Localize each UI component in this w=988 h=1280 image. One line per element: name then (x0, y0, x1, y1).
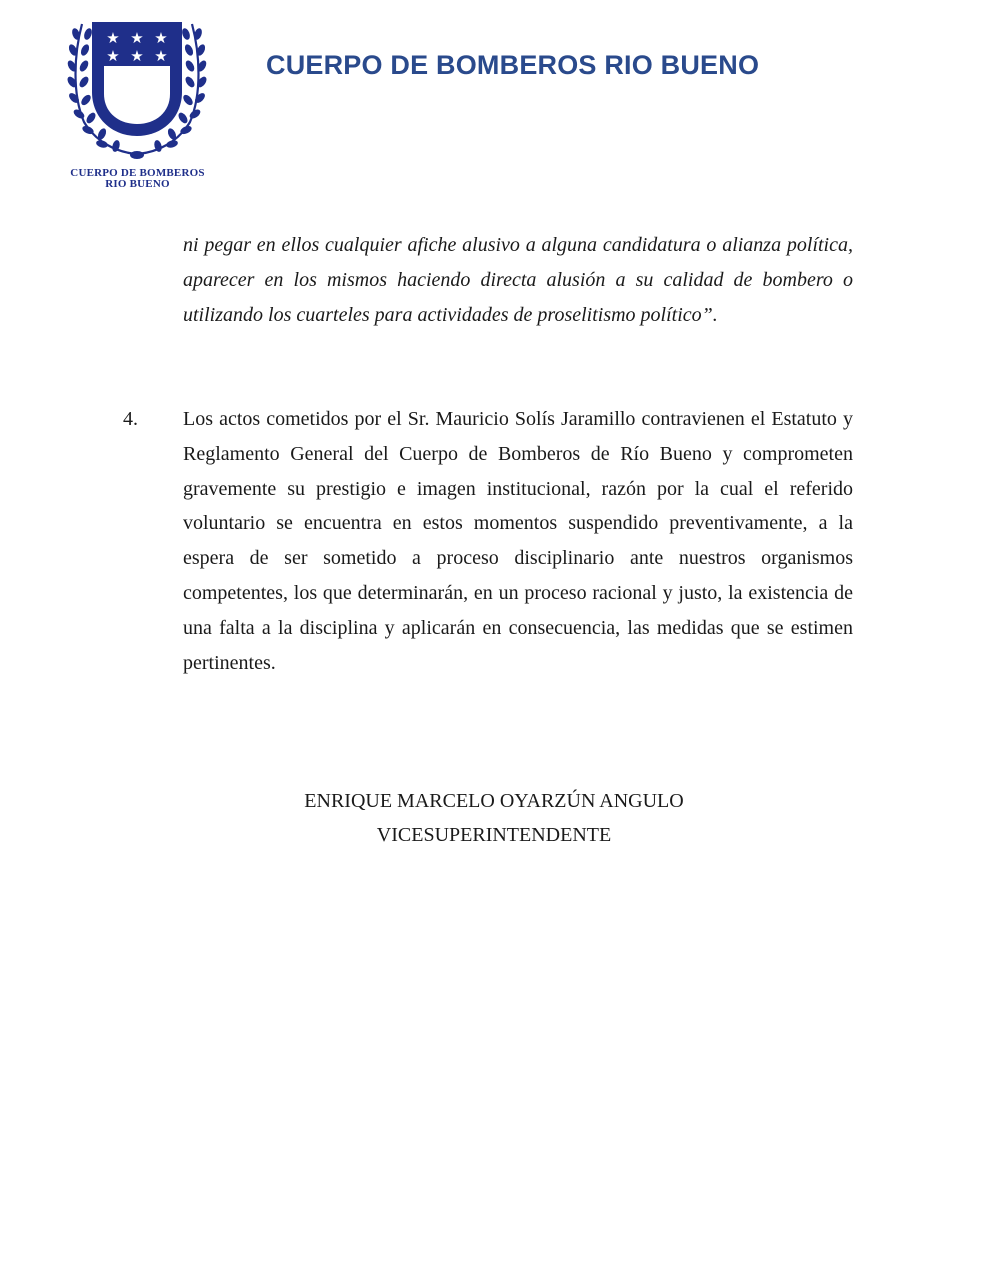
svg-text:★: ★ (130, 29, 144, 47)
logo-caption-line2: RIO BUENO (105, 178, 170, 190)
svg-text:★: ★ (106, 47, 120, 65)
svg-text:★: ★ (130, 47, 144, 65)
fire-department-emblem (60, 14, 215, 194)
logo-caption-line1: CUERPO DE BOMBEROS (70, 167, 205, 179)
svg-text:★: ★ (106, 29, 120, 47)
item-4-paragraph: Los actos cometidos por el Sr. Mauricio Solís Jaramillo contravienen el Estatuto y Reglamento General del Cuerpo de Bomberos de Río Bueno y comprometen gravemente su prestigio e imagen institucional, razón por la cual el referido voluntario se encuentra en estos momentos suspendido preventivamente, a la espera de ser sometido a proceso disciplinario ante nuestros organismos competentes, los que determinarán, en un proceso racional y justo, la existencia de una falta a la disciplina y aplicarán en consecuencia, las medidas que se estimen pertinentes. (183, 408, 853, 674)
signatory-name: ENRIQUE MARCELO OYARZÚN ANGULO (304, 790, 684, 812)
svg-text:★: ★ (154, 47, 168, 65)
quote-continuation-paragraph: ni pegar en ellos cualquier afiche alusivo a alguna candidatura o alianza política, aparecer en los mismos haciendo directa alusión a su calidad de bombero o utilizando los cuarteles para actividades de proselitismo político”. (183, 234, 853, 326)
svg-text:★: ★ (154, 29, 168, 47)
shield-laurel-logo (60, 14, 215, 166)
item-number: 4. (123, 408, 138, 430)
signatory-position: VICESUPERINTENDENTE (376, 824, 612, 846)
organization-title: CUERPO DE BOMBEROS RIO BUENO (266, 50, 760, 80)
